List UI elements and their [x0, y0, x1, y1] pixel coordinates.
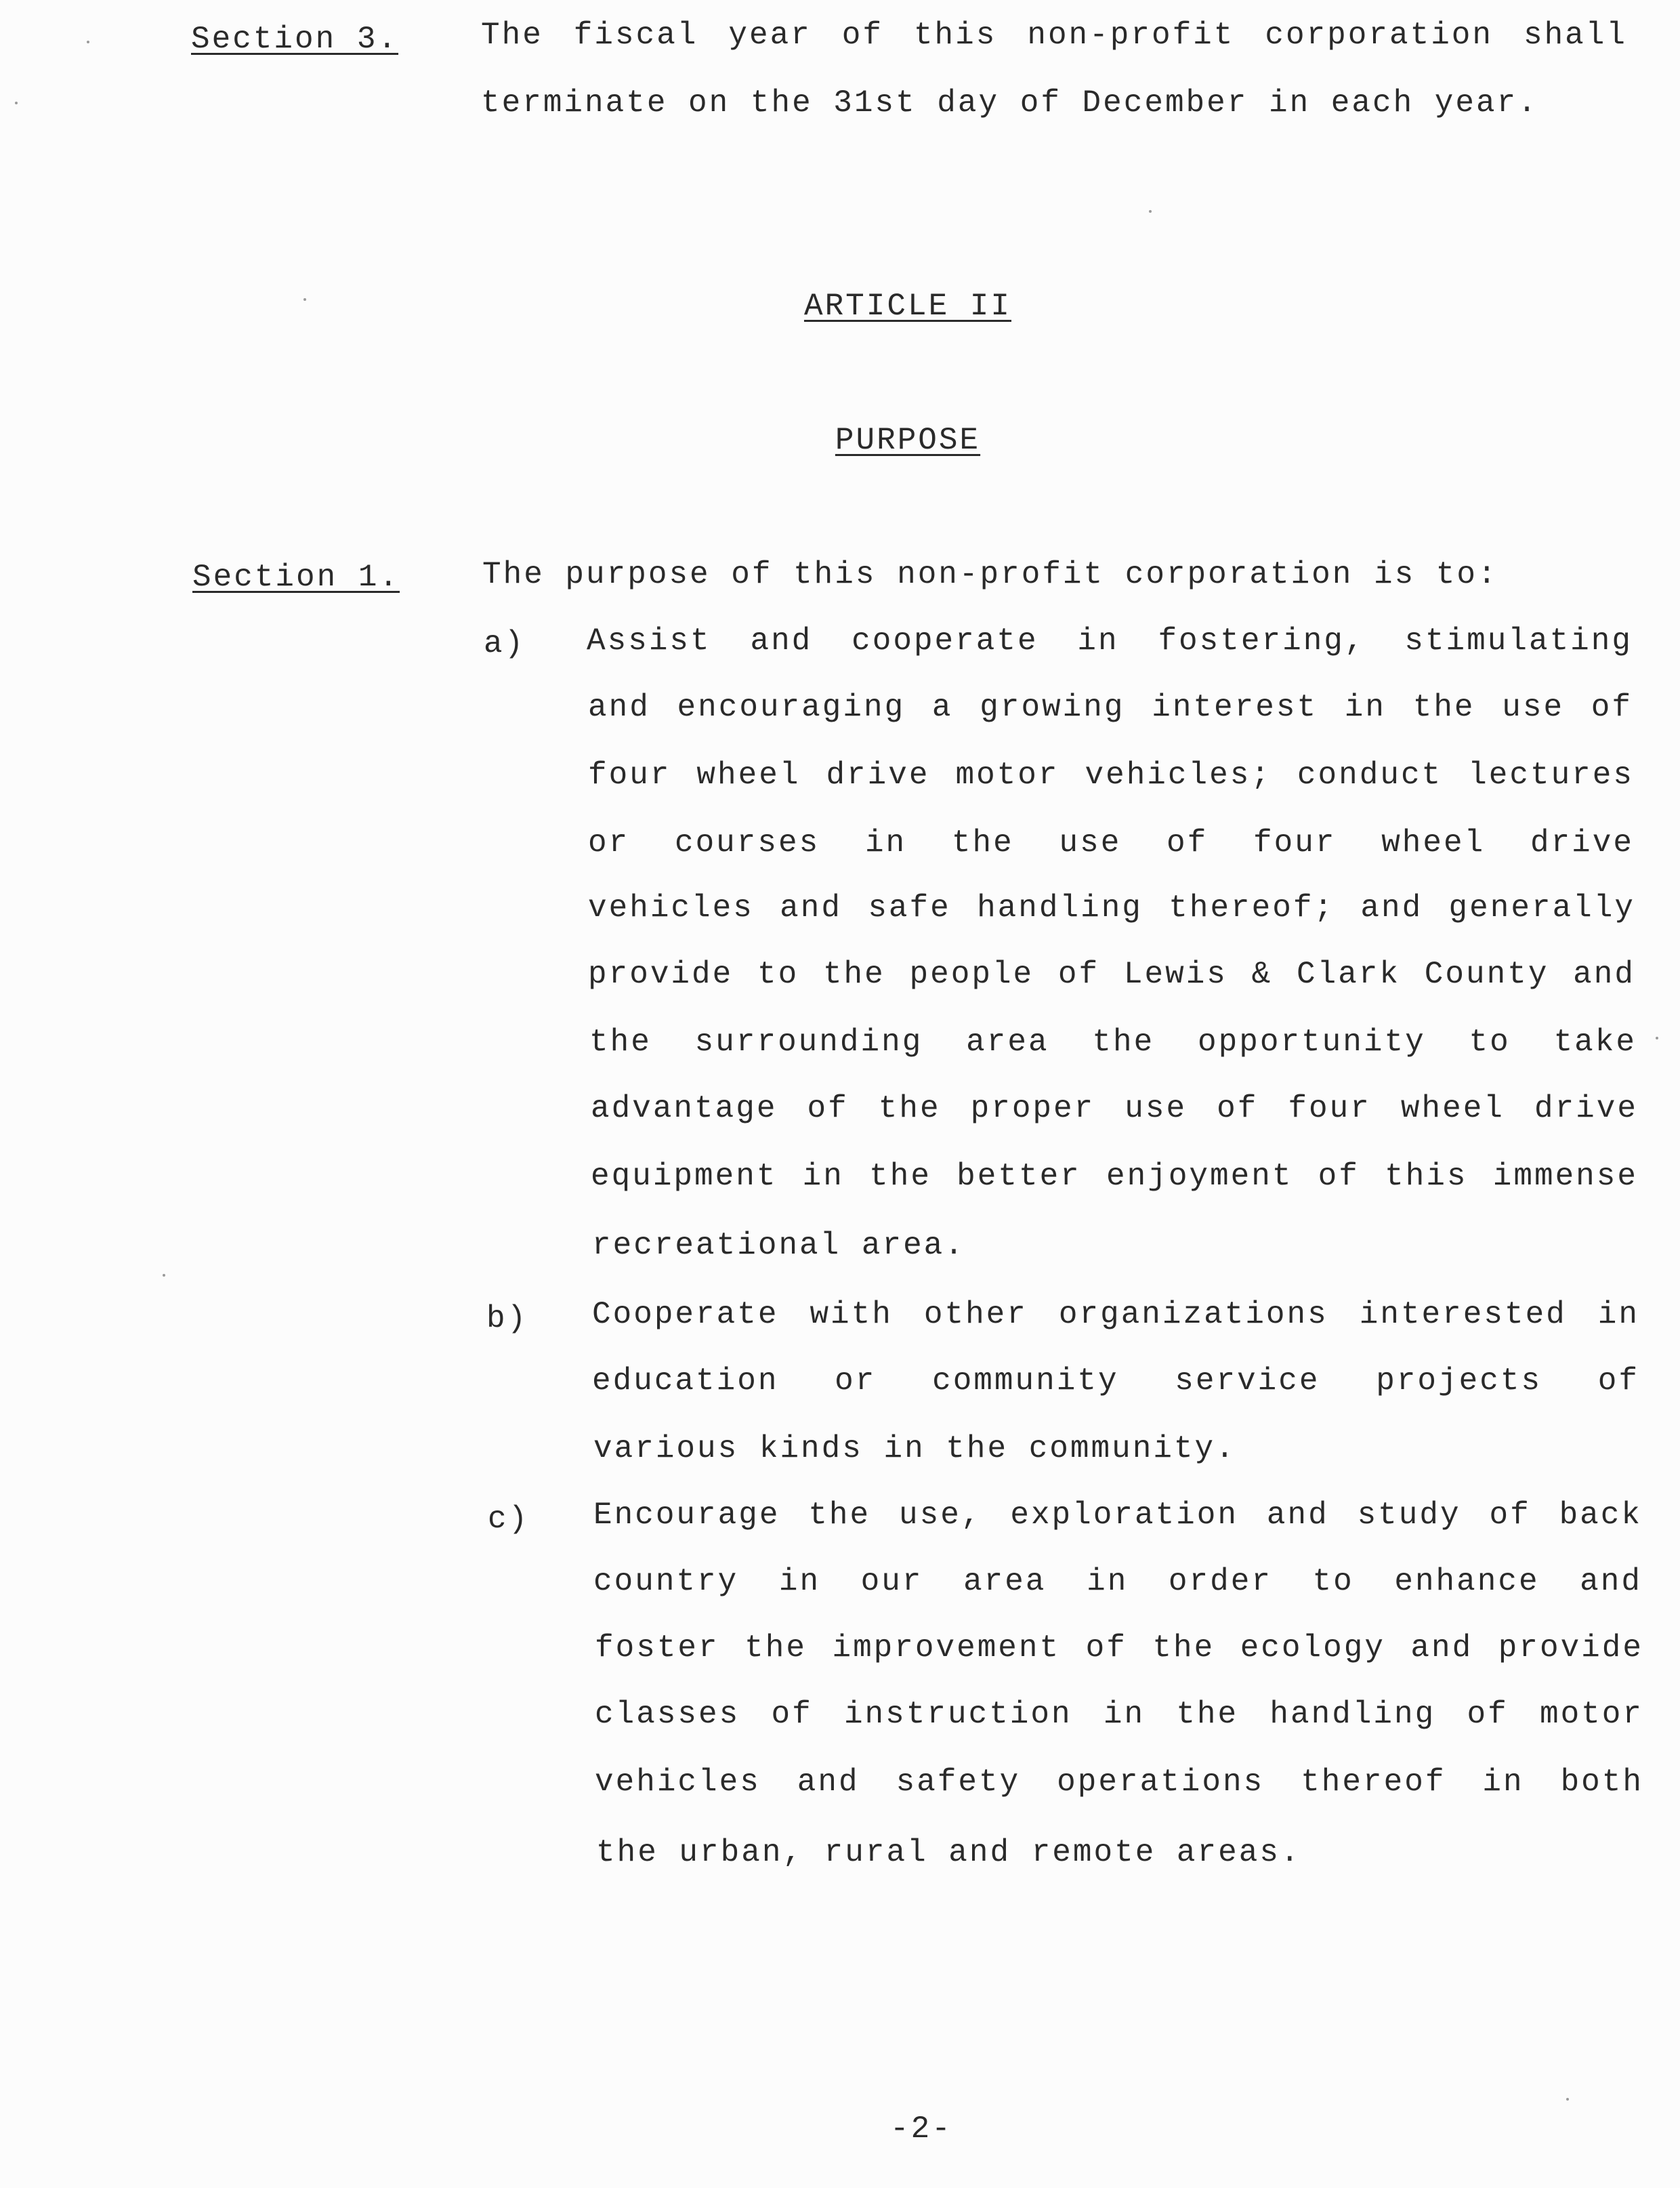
item-a-line-6: provide to the people of Lewis & Clark County and: [588, 957, 1635, 992]
item-b-line-2: education or community service projects of: [592, 1363, 1639, 1399]
section-3-line-1: The fiscal year of this non-profit corporation shall: [481, 18, 1627, 53]
purpose-heading: PURPOSE: [835, 423, 981, 458]
item-a-marker: a): [484, 626, 526, 661]
section-3-line-2: terminate on the 31st day of December in each year.: [481, 85, 1538, 121]
item-a-line-5: vehicles and safe handling thereof; and generally: [588, 890, 1635, 926]
item-a-line-8: advantage of the proper use of four wheel drive: [591, 1091, 1638, 1126]
item-c-line-6: the urban, rural and remote areas.: [596, 1835, 1301, 1870]
item-c-marker: c): [488, 1502, 530, 1537]
scan-speck: [15, 102, 18, 104]
item-a-line-10: recreational area.: [592, 1228, 965, 1263]
article-heading: ARTICLE II: [803, 289, 1012, 324]
item-b-line-1: Cooperate with other organizations interested in: [592, 1297, 1639, 1332]
item-c-line-4: classes of instruction in the handling of motor: [595, 1697, 1643, 1732]
item-c-line-3: foster the improvement of the ecology and provide: [595, 1630, 1643, 1666]
item-a-line-7: the surrounding area the opportunity to take: [589, 1025, 1637, 1060]
scan-speck: [163, 1274, 165, 1277]
scan-speck: [303, 298, 306, 301]
section-1-intro: The purpose of this non-profit corporation is to:: [482, 557, 1498, 592]
page-number: -2-: [890, 2111, 952, 2147]
scan-speck: [1149, 210, 1152, 213]
section-3-label: Section 3.: [191, 22, 399, 57]
item-a-line-9: equipment in the better enjoyment of this immense: [591, 1159, 1638, 1194]
item-c-line-5: vehicles and safety operations thereof in both: [595, 1764, 1643, 1800]
item-a-line-1: Assist and cooperate in fostering, stimulating: [587, 623, 1633, 659]
item-b-line-3: various kinds in the community.: [593, 1431, 1236, 1466]
item-a-line-2: and encouraging a growing interest in the use of: [588, 690, 1633, 725]
item-b-marker: b): [486, 1301, 528, 1336]
item-a-line-4: or courses in the use of four wheel drive: [588, 825, 1634, 861]
section-1-label: Section 1.: [192, 560, 400, 595]
scan-speck: [87, 41, 89, 43]
item-c-line-1: Encourage the use, exploration and study of back: [593, 1498, 1642, 1533]
item-c-line-2: country in our area in order to enhance and: [593, 1564, 1642, 1599]
scan-speck: [1566, 2098, 1569, 2101]
scan-speck: [1656, 1037, 1658, 1039]
item-a-line-3: four wheel drive motor vehicles; conduct lectures: [588, 758, 1634, 793]
